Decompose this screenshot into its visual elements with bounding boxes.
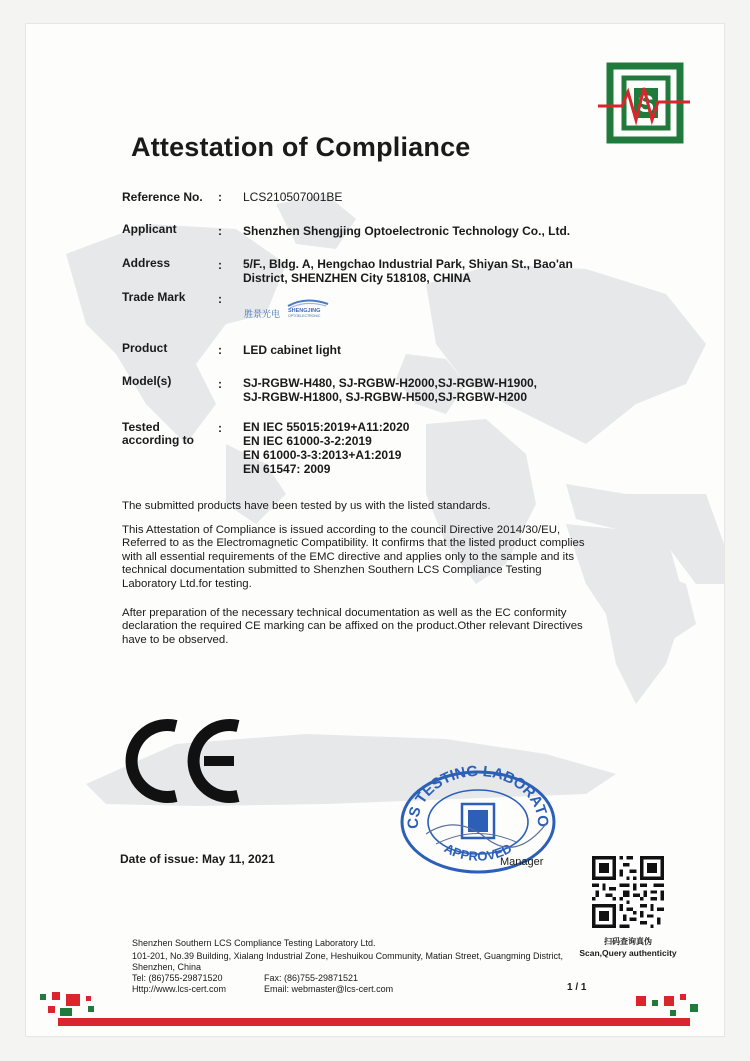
address-line-1: 5/F., Bldg. A, Hengchao Industrial Park, Shiyan St., Bao'an (243, 257, 573, 271)
footer-address-1: 101-201, No.39 Building, Xialang Industrial Zone, Heshuikou Community, Matian Street, Guangming District, (132, 951, 564, 961)
footer-company: Shenzhen Southern LCS Compliance Testing Laboratory Ltd. (132, 938, 376, 948)
footer-address-2: Shenzhen, China (132, 962, 202, 972)
logo-letter: S (637, 91, 655, 118)
address-label: Address (122, 256, 171, 270)
footer-fax: Fax: (86)755-29871521 (264, 973, 359, 983)
colon: : (218, 421, 222, 435)
reference-value: LCS210507001BE (243, 190, 343, 204)
footer-email: Email: webmaster@lcs-cert.com (264, 984, 394, 994)
paragraph-ce-marking (122, 607, 642, 647)
stamp-bottom-text: APPROVED (441, 840, 515, 864)
colon: : (218, 377, 222, 391)
qr-caption-en: Scan,Query authenticity (579, 948, 677, 958)
date-of-issue: Date of issue: May 11, 2021 (120, 852, 275, 866)
paragraph-line: This Attestation of Compliance is issued according to the council Directive 2014/30/EU, (122, 524, 561, 536)
ce-mark-symbol (120, 718, 250, 804)
certificate-page (26, 24, 724, 1036)
tested-label-2: according to (122, 433, 195, 447)
qr-caption-cn: 扫码查询真伪 (604, 937, 652, 946)
standard-4: EN 61547: 2009 (243, 462, 331, 476)
paragraph-line: with all essential requirements of the EMC directive and applies only to the sample and its (122, 550, 575, 563)
colon: : (218, 258, 222, 272)
trade-mark-cn: 胜景光电 (244, 309, 281, 319)
paragraph-attestation (122, 524, 642, 591)
product-value: LED cabinet light (243, 343, 342, 357)
colon: : (218, 292, 222, 306)
colon: : (218, 190, 222, 204)
tested-label-1: Tested (122, 420, 160, 434)
address-line-2: District, SHENZHEN City 518108, CHINA (243, 271, 472, 285)
standard-3: EN 61000-3-3:2013+A1:2019 (243, 448, 402, 462)
paragraph-line: declaration the required CE marking can be affixed on the product.Other relevant Directives (122, 620, 583, 633)
standard-1: EN IEC 55015:2019+A11:2020 (243, 420, 410, 434)
paragraph-tested: The submitted products have been tested by us with the listed standards. (122, 500, 491, 512)
paragraph-line: After preparation of the necessary technical documentation as well as the EC conformity (122, 607, 567, 619)
product-label: Product (122, 341, 168, 355)
lcs-logo-mark (598, 62, 690, 148)
paragraph-line: Laboratory Ltd.for testing. (122, 577, 252, 590)
qr-code (592, 856, 664, 928)
trade-mark-en: SHENGJING (288, 308, 321, 314)
document-title: Attestation of Compliance (131, 132, 471, 162)
page-number: 1 / 1 (567, 982, 587, 993)
models-label: Model(s) (122, 374, 172, 388)
signature-role: Manager (500, 856, 544, 868)
models-line-2: SJ-RGBW-H1800, SJ-RGBW-H500,SJ-RGBW-H200 (243, 390, 528, 404)
standard-2: EN IEC 61000-3-2:2019 (243, 434, 372, 448)
applicant-value: Shenzhen Shengjing Optoelectronic Technology Co., Ltd. (243, 224, 571, 238)
lcs-logo (598, 62, 690, 153)
trade-mark-sub: OPTOELECTRONIC (288, 314, 321, 318)
footer-decoration (26, 984, 724, 1036)
trade-mark-logo (244, 296, 334, 322)
paragraph-line: technical documentation submitted to Shenzhen Southern LCS Compliance Testing (122, 564, 542, 577)
stamp-top-text: CS TESTING LABORATO (404, 764, 552, 829)
applicant-label: Applicant (122, 222, 177, 236)
trade-mark-label: Trade Mark (122, 290, 186, 304)
paragraph-line: Referred to as the Electromagnetic Compatibility. It confirms that the listed product complies (122, 537, 585, 550)
paragraph-line: have to be observed. (122, 633, 229, 646)
colon: : (218, 224, 222, 238)
ce-mark (120, 718, 250, 809)
reference-label: Reference No. (122, 190, 203, 204)
footer-web: Http://www.lcs-cert.com (132, 984, 227, 994)
colon: : (218, 343, 222, 357)
footer-tel: Tel: (86)755-29871520 (132, 973, 223, 983)
models-line-1: SJ-RGBW-H480, SJ-RGBW-H2000,SJ-RGBW-H1900, (243, 376, 538, 390)
